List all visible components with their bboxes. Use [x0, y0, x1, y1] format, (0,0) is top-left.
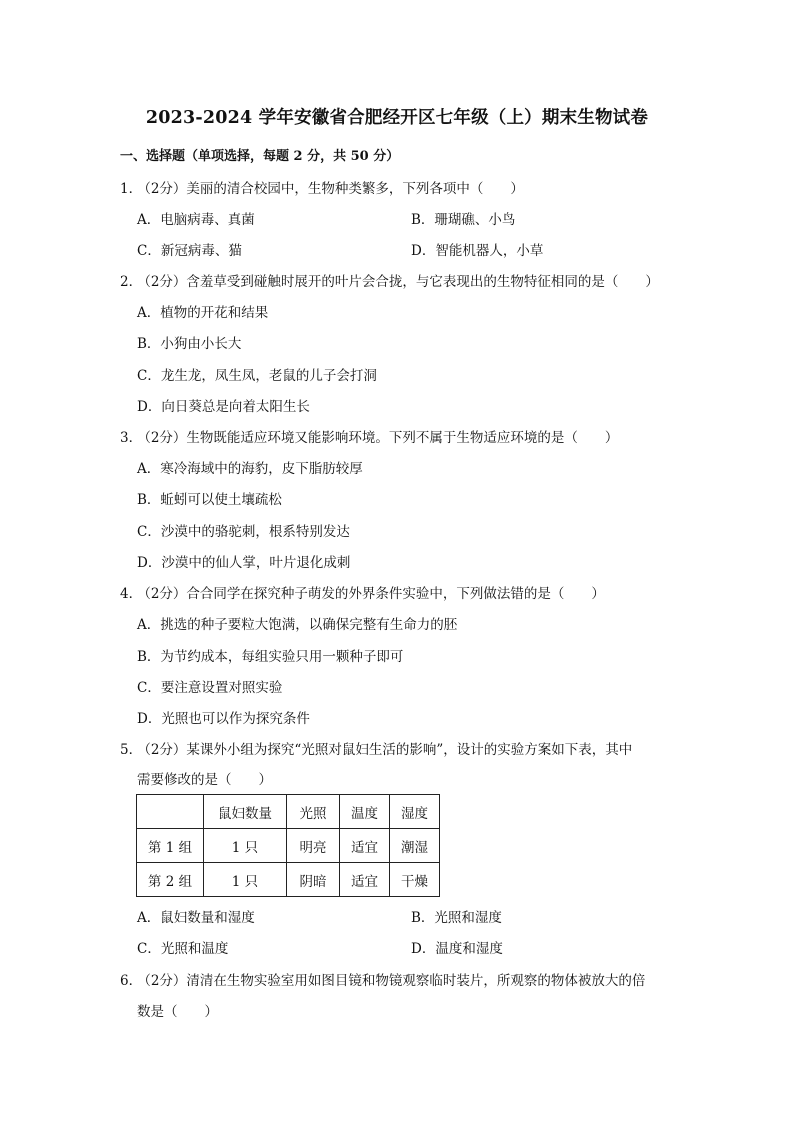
question-1-option-a[interactable]: A．电脑病毒、真菌	[137, 212, 255, 228]
question-1-stem	[120, 177, 524, 197]
question-text: （2分）合合同学在探究种子萌发的外界条件实验中，下列做法错的是（ ）	[144, 586, 605, 602]
question-3-option-c[interactable]: C．沙漠中的骆驼刺，根系特别发达	[137, 524, 350, 540]
question-3-option-a[interactable]: A．寒冷海域中的海豹，皮下脂肪较厚	[137, 461, 363, 477]
question-5-option-a[interactable]: A．鼠妇数量和湿度	[137, 910, 255, 926]
table-header-cell: 温度	[340, 795, 390, 829]
table-cell: 1 只	[204, 863, 287, 897]
question-6-stem	[120, 969, 645, 989]
question-5-option-c[interactable]: C．光照和温度	[137, 941, 229, 957]
question-text: （2分）生物既能适应环境又能影响环境。下列不属于生物适应环境的是（ ）	[144, 430, 619, 446]
question-6-stem-continued: 数是（ ）	[137, 1004, 218, 1020]
table-cell: 干燥	[390, 863, 440, 897]
question-2-option-c[interactable]: C．龙生龙，凤生凤，老鼠的儿子会打洞	[137, 368, 377, 384]
table-cell: 第 2 组	[137, 863, 204, 897]
question-3-option-b[interactable]: B．蚯蚓可以使土壤疏松	[137, 492, 282, 508]
question-number: 5．	[120, 742, 143, 758]
question-text: （2分）清清在生物实验室用如图目镜和物镜观察临时装片，所观察的物体被放大的倍	[144, 973, 646, 989]
question-number: 6．	[120, 973, 143, 989]
question-4-option-c[interactable]: C．要注意设置对照实验	[137, 680, 283, 696]
question-4-option-a[interactable]: A．挑选的种子要粒大饱满，以确保完整有生命力的胚	[137, 617, 458, 633]
question-2-stem	[120, 270, 659, 290]
question-3-option-d[interactable]: D．沙漠中的仙人掌，叶片退化成刺	[137, 555, 351, 571]
question-1-option-b[interactable]: B．珊瑚礁、小鸟	[411, 212, 516, 228]
question-4-option-d[interactable]: D．光照也可以作为探究条件	[137, 711, 310, 727]
question-2-option-d[interactable]: D．向日葵总是向着太阳生长	[137, 399, 310, 415]
table-cell: 潮湿	[390, 829, 440, 863]
table-cell: 第 1 组	[137, 829, 204, 863]
table-row	[137, 829, 440, 863]
question-number: 4．	[120, 586, 143, 602]
question-4-stem	[120, 582, 605, 602]
question-text: （2分）含羞草受到碰触时展开的叶片会合拢，与它表现出的生物特征相同的是（ ）	[144, 274, 659, 290]
question-number: 2．	[120, 274, 143, 290]
question-1-option-d[interactable]: D．智能机器人，小草	[411, 243, 544, 259]
table-cell: 适宜	[340, 829, 390, 863]
experiment-table	[136, 794, 440, 897]
question-3-stem	[120, 426, 618, 446]
question-text: （2分）某课外小组为探究“光照对鼠妇生活的影响”，设计的实验方案如下表，其中	[144, 742, 633, 758]
table-header-cell: 湿度	[390, 795, 440, 829]
table-cell: 阴暗	[287, 863, 340, 897]
table-header-row	[137, 795, 440, 829]
table-cell: 明亮	[287, 829, 340, 863]
table-cell: 1 只	[204, 829, 287, 863]
table-header-cell: 光照	[287, 795, 340, 829]
question-2-option-b[interactable]: B．小狗由小长大	[137, 336, 242, 352]
question-2-option-a[interactable]: A．植物的开花和结果	[137, 305, 269, 321]
table-header-cell: 鼠妇数量	[204, 795, 287, 829]
table-row	[137, 863, 440, 897]
question-5-option-d[interactable]: D．温度和湿度	[411, 941, 503, 957]
question-4-option-b[interactable]: B．为节约成本，每组实验只用一颗种子即可	[137, 649, 404, 665]
question-number: 1．	[120, 181, 143, 197]
question-1-option-c[interactable]: C．新冠病毒、猫	[137, 243, 242, 259]
table-header-cell	[137, 795, 204, 829]
section-heading: 一、选择题（单项选择，每题 2 分，共 50 分）	[120, 149, 400, 164]
question-text: （2分）美丽的清合校园中，生物种类繁多，下列各项中（ ）	[144, 181, 524, 197]
question-5-stem-continued: 需要修改的是（ ）	[137, 772, 272, 788]
exam-title: 2023-2024 学年安徽省合肥经开区七年级（上）期末生物试卷	[145, 108, 649, 128]
question-5-stem	[120, 738, 632, 758]
table-cell: 适宜	[340, 863, 390, 897]
question-number: 3．	[120, 430, 143, 446]
question-5-option-b[interactable]: B．光照和湿度	[411, 910, 502, 926]
